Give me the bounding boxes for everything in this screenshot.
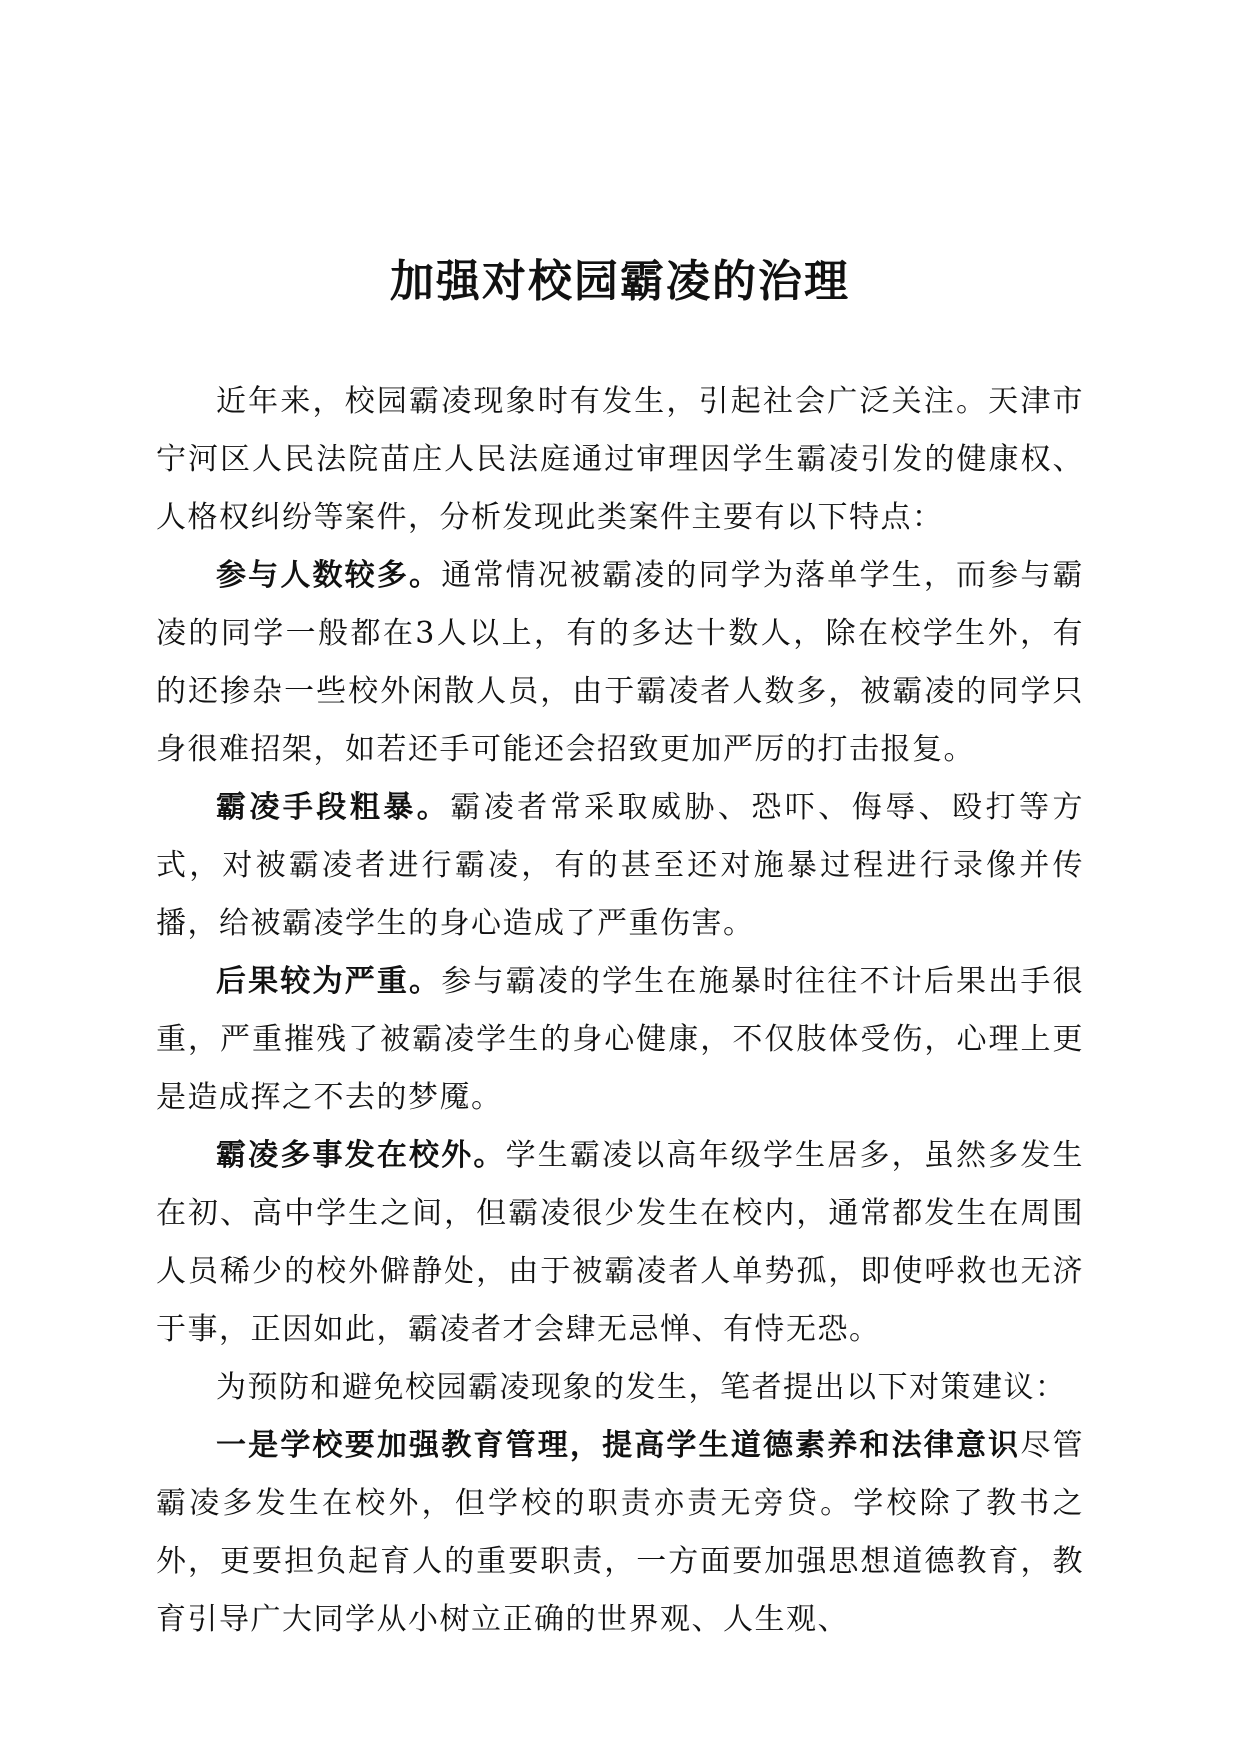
paragraph-text: 学生霸凌以高年级学生居多，虽然多发生在初、高中学生之间，但霸凌很少发生在校内，通常都发生在周围人员稀少的校外僻静处，由于被霸凌者人单势孤，即使呼救也无济于事，正因如此，霸凌者才会肆无忌惮、有恃无恐。 xyxy=(156,1138,1085,1347)
paragraph-intro xyxy=(156,373,1084,547)
paragraph-lead: 霸凌手段粗暴。 xyxy=(216,790,451,825)
paragraph-text: 霸凌者常采取威胁、恐吓、侮辱、殴打等方式，对被霸凌者进行霸凌，有的甚至还对施暴过程进行录像并传播，给被霸凌学生的身心造成了严重伤害。 xyxy=(156,790,1085,941)
paragraph-consequences xyxy=(156,953,1084,1127)
paragraph-text: 通常情况被霸凌的同学为落单学生，而参与霸凌的同学一般都在3人以上，有的多达十数人，除在校学生外，有的还掺杂一些校外闲散人员，由于霸凌者人数多，被霸凌的同学只身很难招架，如若还手可能还会招致更加严厉的打击报复。 xyxy=(156,558,1085,767)
paragraph-suggestions-intro xyxy=(156,1359,1084,1417)
paragraph-participants xyxy=(156,547,1084,779)
paragraph-text: 近年来，校园霸凌现象时有发生，引起社会广泛关注。天津市宁河区人民法院苗庄人民法庭通过审理因学生霸凌引发的健康权、人格权纠纷等案件，分析发现此类案件主要有以下特点： xyxy=(156,384,1084,535)
paragraph-lead: 霸凌多事发在校外。 xyxy=(216,1138,506,1173)
paragraph-lead: 一是学校要加强教育管理，提高学生道德素养和法律意识 xyxy=(216,1428,1021,1463)
paragraph-text: 尽管霸凌多发生在校外，但学校的职责亦责无旁贷。学校除了教书之外，更要担负起育人的重要职责，一方面要加强思想道德教育，教育引导广大同学从小树立正确的世界观、人生观、 xyxy=(156,1428,1085,1637)
page-title: 加强对校园霸凌的治理 xyxy=(390,256,850,307)
paragraph-location xyxy=(156,1127,1084,1359)
article-body xyxy=(156,373,1084,1649)
paragraph-methods xyxy=(156,779,1084,953)
paragraph-suggestion-one xyxy=(156,1417,1084,1649)
paragraph-text: 参与霸凌的学生在施暴时往往不计后果出手很重，严重摧残了被霸凌学生的身心健康，不仅肢体受伤，心理上更是造成挥之不去的梦魇。 xyxy=(156,964,1085,1115)
paragraph-text: 为预防和避免校园霸凌现象的发生，笔者提出以下对策建议： xyxy=(216,1370,1067,1405)
paragraph-lead: 参与人数较多。 xyxy=(216,558,442,593)
paragraph-lead: 后果较为严重。 xyxy=(216,964,442,999)
